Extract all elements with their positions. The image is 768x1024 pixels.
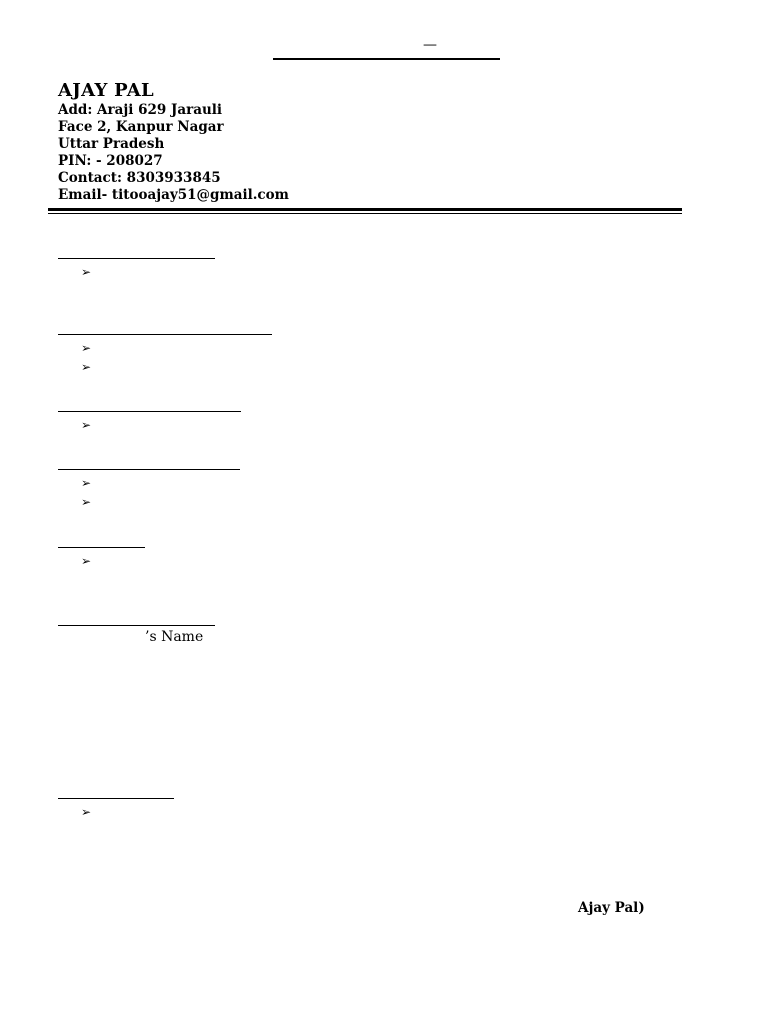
bullet-icon: ➢ bbox=[81, 360, 92, 374]
bullet-icon: ➢ bbox=[81, 554, 92, 568]
pin-line: PIN: - 208027 bbox=[58, 153, 163, 169]
bullet-icon: ➢ bbox=[81, 418, 92, 432]
section-heading-underline-3 bbox=[58, 411, 241, 412]
title-dash: — bbox=[423, 37, 437, 53]
bullet-icon: ➢ bbox=[81, 265, 92, 279]
bullet-icon: ➢ bbox=[81, 341, 92, 355]
bullet-icon: ➢ bbox=[81, 805, 92, 819]
section-heading-underline-2 bbox=[58, 334, 272, 335]
address-line-3: Uttar Pradesh bbox=[58, 136, 165, 152]
address-line-2: Face 2, Kanpur Nagar bbox=[58, 119, 224, 135]
header-rule-thick bbox=[48, 208, 682, 211]
bullet-icon: ➢ bbox=[81, 476, 92, 490]
section-heading-underline-6 bbox=[58, 625, 215, 626]
section-heading-underline-5 bbox=[58, 547, 145, 548]
section-heading-underline-4 bbox=[58, 469, 240, 470]
contact-line: Contact: 8303933845 bbox=[58, 170, 221, 186]
candidate-name: AJAY PAL bbox=[58, 80, 154, 101]
section-heading-underline-1 bbox=[58, 258, 215, 259]
email-line: Email- titooajay51@gmail.com bbox=[58, 187, 289, 203]
father-name-label: ’s Name bbox=[145, 629, 204, 645]
bullet-icon: ➢ bbox=[81, 495, 92, 509]
title-underline bbox=[273, 58, 500, 60]
address-line-1: Add: Araji 629 Jarauli bbox=[58, 102, 223, 118]
section-heading-underline-7 bbox=[58, 798, 174, 799]
signature-name: Ajay Pal) bbox=[578, 900, 645, 916]
header-rule-thin bbox=[48, 213, 682, 214]
